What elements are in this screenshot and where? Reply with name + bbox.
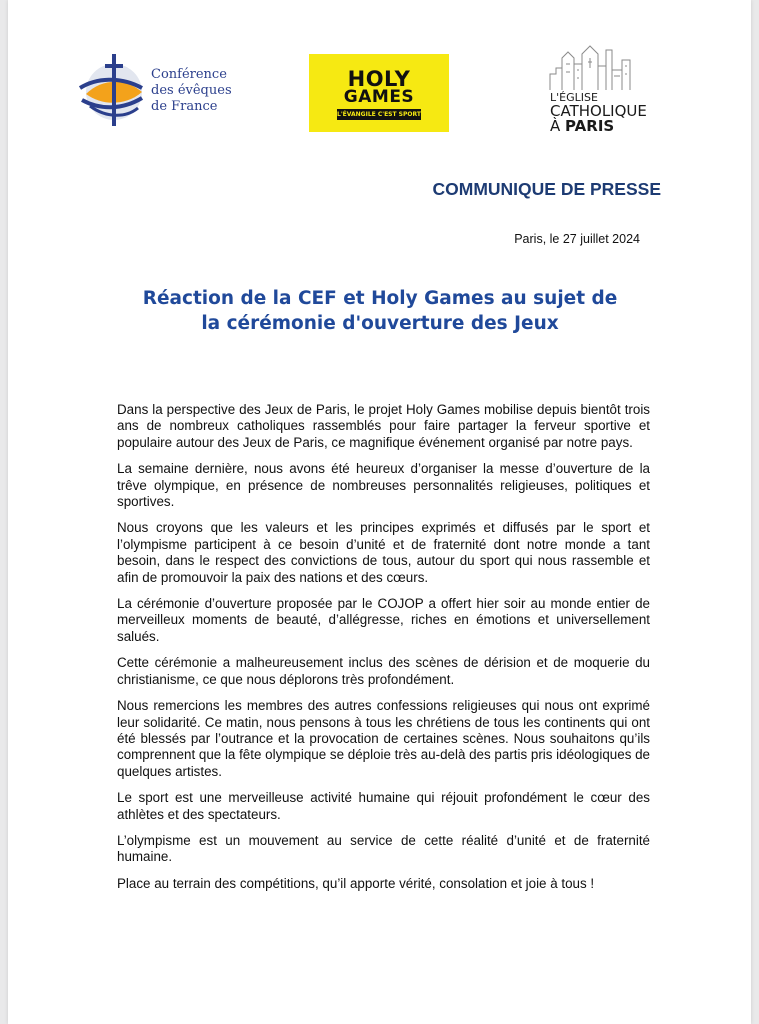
paragraph-4: La cérémonie d’ouverture proposée par le COJOP a offert hier soir au monde entier de merveilleux moments de beauté, d’allégresse, riches en émotions et universellement salués.	[117, 596, 650, 644]
cef-logo	[76, 48, 251, 132]
cef-logo-line2: des évêques	[151, 83, 232, 98]
paragraph-1: Dans la perspective des Jeux de Paris, le projet Holy Games mobilise depuis bientôt trois ans de nombreux catholiques rassemblés pour faire partager la ferveur sportive et populaire autour des Jeux de Paris, ce magnifique événement organisé par notre pays.	[117, 402, 650, 450]
paragraph-5: Cette cérémonie a malheureusement inclus des scènes de dérision et de moquerie du christianisme, ce que nous déplorons très profondément.	[117, 655, 650, 687]
paris-logo-line1: L'ÉGLISE	[550, 91, 598, 104]
paris-logo-line3	[550, 118, 614, 134]
paris-logo-line3-main: PARIS	[565, 117, 615, 135]
document-title-line1: Réaction de la CEF et Holy Games au sujet de	[142, 288, 618, 309]
paragraph-8: L’olympisme est un mouvement au service de cette réalité d’unité et de fraternité humaine.	[117, 832, 650, 865]
holy-games-logo	[309, 54, 449, 132]
paris-logo-line3-prefix: À	[550, 117, 561, 135]
holy-games-tagline: L'ÉVANGILE C'EST SPORT !	[337, 111, 426, 118]
cef-logo-line1: Conférence	[151, 67, 227, 82]
holy-games-logo-line2: GAMES	[343, 87, 415, 107]
paragraph-3: Nous croyons que les valeurs et les principes exprimés et diffusés par le sport et l’olympisme participent à ce besoin d’unité et de fraternité dont notre monde a tant besoin, dans le respect des convictions de tous, autour du sport qui nous rassemble et afin de promouvoir la paix des nations et des cœurs.	[117, 520, 650, 585]
document-title	[58, 286, 702, 336]
paragraph-7: Le sport est une merveilleuse activité humaine qui réjouit profondément le cœur des athlètes et des spectateurs.	[117, 790, 650, 822]
paris-logo-line2: CATHOLIQUE	[550, 102, 647, 120]
paris-skyline-icon	[548, 44, 632, 92]
holy-games-logo-line1: HOLY	[347, 67, 411, 91]
document-title-line2: la cérémonie d'ouverture des Jeux	[201, 313, 559, 334]
paragraph-6: Nous remercions les membres des autres confessions religieuses qui nous ont exprimé leur solidarité. Ce matin, nous pensons à tous les chrétiens de tous les continents qui ont été blessés par l’outrance et la provocation de certaines scènes. Nous souhaitons qu’ils comprennent que la fête olympique se déploie très au-delà des partis pris idéologiques de quelques artistes.	[117, 698, 650, 779]
paragraph-2: La semaine dernière, nous avons été heureux d’organiser la messe d’ouverture de la trêve olympique, en présence de nombreuses personnalités religieuses, politiques et sportives.	[117, 461, 650, 510]
cef-logo-line3: de France	[151, 99, 218, 114]
paragraph-9: Place au terrain des compétitions, qu’il apporte vérité, consolation et joie à tous !	[117, 875, 595, 891]
cef-emblem-icon	[76, 48, 148, 132]
press-release-label: COMMUNIQUE DE PRESSE	[432, 179, 661, 199]
press-release-page	[8, 0, 751, 1024]
paris-diocese-logo	[540, 44, 660, 138]
date-line: Paris, le 27 juillet 2024	[514, 232, 640, 246]
cef-logo-text	[151, 67, 232, 115]
press-release-body	[117, 402, 650, 902]
